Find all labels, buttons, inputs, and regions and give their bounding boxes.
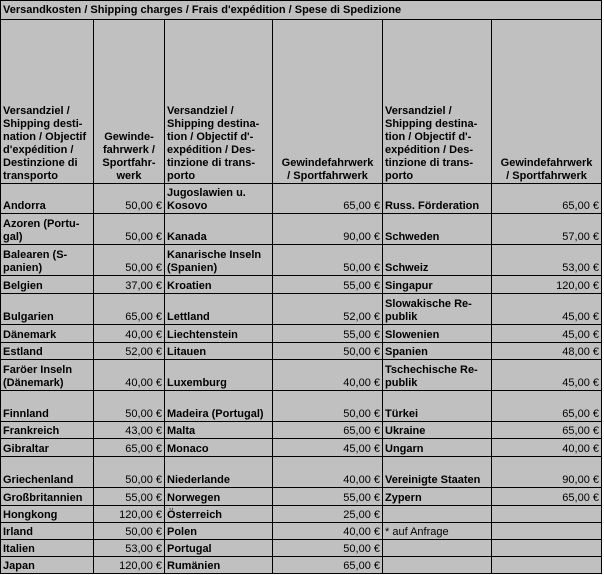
charge-cell: 65,00 € [492, 422, 602, 439]
destination-cell [1, 276, 94, 294]
destination-cell [165, 276, 273, 294]
charge-cell: 50,00 € [273, 391, 383, 422]
charge-cell: 57,00 € [492, 214, 602, 245]
text-line: Kosovo [167, 200, 208, 212]
text-line: nation / Objectif [3, 131, 87, 143]
text-line: expédition / Des- [385, 144, 474, 156]
text-line: / Sportfahrwerk [506, 170, 587, 182]
destination-cell [1, 540, 94, 557]
destination-cell [383, 214, 492, 245]
charge-cell: 40,00 € [492, 439, 602, 457]
charge-cell: 65,00 € [273, 184, 383, 214]
charge-cell: 50,00 € [273, 343, 383, 360]
destination-cell [383, 488, 492, 506]
table-row [1, 540, 602, 557]
destination-cell [165, 523, 273, 540]
destination-cell [383, 184, 492, 214]
text-line: Zypern [385, 492, 422, 504]
destination-cell [1, 457, 94, 488]
destination-cell [1, 422, 94, 439]
destination-cell [165, 245, 273, 276]
text-line: Spanien [385, 346, 428, 358]
header-charge [94, 20, 165, 184]
charge-cell: 45,00 € [492, 294, 602, 325]
header-destination [1, 20, 94, 184]
destination-cell [165, 439, 273, 457]
table-title: Versandkosten / Shipping charges / Frais d'expédition / Spese di Spedizione [1, 1, 602, 20]
destination-cell [383, 422, 492, 439]
header-row [1, 20, 602, 184]
charge-cell: 65,00 € [492, 488, 602, 506]
text-line: Tschechische Re- [385, 364, 478, 376]
charge-cell: 50,00 € [94, 523, 165, 540]
text-line: Versandziel / [385, 105, 452, 117]
text-line: Kanarische Inseln [167, 249, 262, 261]
charge-cell: 65,00 € [492, 184, 602, 214]
table-row [1, 325, 602, 343]
text-line: Hongkong [3, 509, 58, 521]
destination-cell [165, 184, 273, 214]
destination-cell [383, 439, 492, 457]
destination-cell [1, 557, 94, 574]
text-line: gal) [3, 231, 23, 243]
charge-cell: 50,00 € [94, 245, 165, 276]
charge-cell [492, 523, 602, 540]
destination-cell [1, 184, 94, 214]
destination-cell [165, 214, 273, 245]
text-line: Gibraltar [3, 443, 49, 455]
text-line: Ukraine [385, 425, 426, 437]
destination-cell [165, 506, 273, 523]
table-row [1, 276, 602, 294]
charge-cell: 50,00 € [273, 540, 383, 557]
charge-cell: 45,00 € [273, 439, 383, 457]
text-line: Malta [167, 425, 196, 437]
text-line: Frankreich [3, 425, 60, 437]
table-row [1, 245, 602, 276]
destination-cell [383, 523, 492, 540]
text-line: Griechenland [3, 474, 74, 486]
table-row [1, 360, 602, 391]
text-line: Shipping destina- [167, 118, 260, 130]
destination-cell [165, 557, 273, 574]
destination-cell [1, 391, 94, 422]
text-line: Azoren (Portu- [3, 218, 80, 230]
table-row [1, 557, 602, 574]
text-line: Balearen (S- [3, 249, 68, 261]
charge-cell: 90,00 € [492, 457, 602, 488]
text-line: Gewindefahrwerk [281, 157, 374, 169]
text-line: Andorra [3, 200, 46, 212]
charge-cell [492, 506, 602, 523]
text-line: werk [116, 170, 142, 182]
text-line: Slowenien [385, 329, 440, 341]
text-line: Belgien [3, 280, 43, 292]
text-line: panien) [3, 262, 43, 274]
charge-cell: 65,00 € [94, 294, 165, 325]
destination-cell [383, 457, 492, 488]
charge-cell [492, 557, 602, 574]
text-line: Madeira (Portugal) [167, 408, 264, 420]
destination-cell [165, 325, 273, 343]
destination-cell [165, 540, 273, 557]
text-line: expédition / Des- [167, 144, 256, 156]
charge-cell: 65,00 € [94, 439, 165, 457]
text-line: Shipping desti- [3, 118, 83, 130]
text-line: Dänemark [3, 329, 57, 341]
charge-cell: 50,00 € [94, 391, 165, 422]
charge-cell: 52,00 € [94, 343, 165, 360]
charge-cell [492, 540, 602, 557]
charge-cell: 55,00 € [273, 276, 383, 294]
destination-cell [1, 488, 94, 506]
charge-cell: 50,00 € [94, 184, 165, 214]
charge-cell: 50,00 € [94, 457, 165, 488]
charge-cell: 25,00 € [273, 506, 383, 523]
text-line: publik [385, 377, 418, 389]
header-charge [273, 20, 383, 184]
destination-cell [1, 439, 94, 457]
text-line: Vereinigte Staaten [385, 474, 481, 486]
text-line: Polen [167, 526, 197, 538]
text-line: Faröer Inseln [3, 364, 73, 376]
table-row [1, 439, 602, 457]
text-line: Italien [3, 543, 35, 555]
charge-cell: 40,00 € [94, 325, 165, 343]
charge-cell: 40,00 € [273, 457, 383, 488]
text-line: Russ. Förderation [385, 200, 480, 212]
text-line: Luxemburg [167, 377, 227, 389]
text-line: Schweiz [385, 262, 429, 274]
destination-cell [165, 488, 273, 506]
charge-cell: 65,00 € [273, 422, 383, 439]
text-line: porto [167, 170, 196, 182]
charge-cell: 55,00 € [94, 488, 165, 506]
charge-cell: 37,00 € [94, 276, 165, 294]
header-destination [383, 20, 492, 184]
text-line: tion / Objectif d'- [167, 131, 254, 143]
charge-cell: 53,00 € [94, 540, 165, 557]
destination-cell [165, 457, 273, 488]
charge-cell: 120,00 € [492, 276, 602, 294]
destination-cell [1, 523, 94, 540]
destination-cell [1, 343, 94, 360]
charge-cell: 50,00 € [94, 214, 165, 245]
text-line: Lettland [167, 311, 210, 323]
table-row [1, 343, 602, 360]
table-row [1, 523, 602, 540]
destination-cell [383, 276, 492, 294]
charge-cell: 120,00 € [94, 506, 165, 523]
text-line: Versandziel / [167, 105, 234, 117]
destination-cell [383, 245, 492, 276]
destination-cell [1, 360, 94, 391]
text-line: transporto [3, 170, 58, 182]
text-line: Japan [3, 560, 35, 572]
table-row [1, 506, 602, 523]
charge-cell: 55,00 € [273, 488, 383, 506]
text-line: Niederlande [167, 474, 230, 486]
charge-cell: 45,00 € [492, 325, 602, 343]
destination-cell [383, 343, 492, 360]
charge-cell: 120,00 € [94, 557, 165, 574]
text-line: Monaco [167, 443, 209, 455]
destination-cell [383, 325, 492, 343]
text-line: Slowakische Re- [385, 298, 472, 310]
charge-cell: 40,00 € [273, 360, 383, 391]
destination-cell [165, 391, 273, 422]
text-line: Shipping destina- [385, 118, 478, 130]
header-destination [165, 20, 273, 184]
table-row [1, 294, 602, 325]
text-line: Versandziel / [3, 105, 70, 117]
table-row [1, 214, 602, 245]
destination-cell [165, 294, 273, 325]
destination-cell [1, 245, 94, 276]
text-line: Litauen [167, 346, 207, 358]
text-line: Jugoslawien u. [167, 187, 246, 199]
header-charge [492, 20, 602, 184]
text-line: Singapur [385, 280, 433, 292]
text-line: publik [385, 311, 418, 323]
title-row [1, 1, 602, 20]
text-line: Liechtenstein [167, 329, 238, 341]
destination-cell [165, 422, 273, 439]
charge-cell: 43,00 € [94, 422, 165, 439]
text-line: / Sportfahrwerk [287, 170, 368, 182]
text-line: Estland [3, 346, 43, 358]
text-line: d'expédition / [3, 144, 74, 156]
table-row [1, 457, 602, 488]
text-line: Großbritannien [3, 492, 83, 504]
text-line: Schweden [385, 231, 440, 243]
destination-cell [383, 294, 492, 325]
text-line: Türkei [385, 408, 419, 420]
table-row [1, 488, 602, 506]
destination-cell [165, 360, 273, 391]
charge-cell: 90,00 € [273, 214, 383, 245]
table-row [1, 391, 602, 422]
text-line: Gewinde- [104, 131, 154, 143]
text-line: * auf Anfrage [385, 526, 449, 538]
text-line: Rumänien [167, 560, 221, 572]
charge-cell: 50,00 € [273, 245, 383, 276]
text-line: Kanada [167, 231, 207, 243]
text-line: fahrwerk / [103, 144, 155, 156]
text-line: Portugal [167, 543, 212, 555]
text-line: Gewindefahrwerk [500, 157, 593, 169]
text-line: Irland [3, 526, 33, 538]
destination-cell [165, 343, 273, 360]
destination-cell [383, 360, 492, 391]
text-line: Destinzione di [3, 157, 78, 169]
text-line: (Dänemark) [3, 377, 64, 389]
text-line: Ungarn [385, 443, 424, 455]
charge-cell: 40,00 € [273, 523, 383, 540]
table-row [1, 184, 602, 214]
charge-cell: 45,00 € [492, 360, 602, 391]
charge-cell: 65,00 € [492, 391, 602, 422]
destination-cell [1, 506, 94, 523]
text-line: Norwegen [167, 492, 221, 504]
destination-cell [1, 294, 94, 325]
text-line: Kroatien [167, 280, 212, 292]
text-line: Österreich [167, 509, 223, 521]
charge-cell: 48,00 € [492, 343, 602, 360]
charge-cell: 40,00 € [94, 360, 165, 391]
charge-cell: 65,00 € [273, 557, 383, 574]
text-line: (Spanien) [167, 262, 218, 274]
destination-cell [1, 325, 94, 343]
destination-cell [1, 214, 94, 245]
destination-cell [383, 540, 492, 557]
text-line: Sportfahr- [102, 157, 156, 169]
text-line: tinzione di trans- [167, 157, 255, 169]
charge-cell: 55,00 € [273, 325, 383, 343]
text-line: tion / Objectif d'- [385, 131, 472, 143]
destination-cell [383, 506, 492, 523]
text-line: porto [385, 170, 414, 182]
destination-cell [383, 391, 492, 422]
text-line: Finnland [3, 408, 49, 420]
text-line: Bulgarien [3, 311, 54, 323]
charge-cell: 53,00 € [492, 245, 602, 276]
destination-cell [383, 557, 492, 574]
text-line: tinzione di trans- [385, 157, 473, 169]
charge-cell: 52,00 € [273, 294, 383, 325]
table-row [1, 422, 602, 439]
